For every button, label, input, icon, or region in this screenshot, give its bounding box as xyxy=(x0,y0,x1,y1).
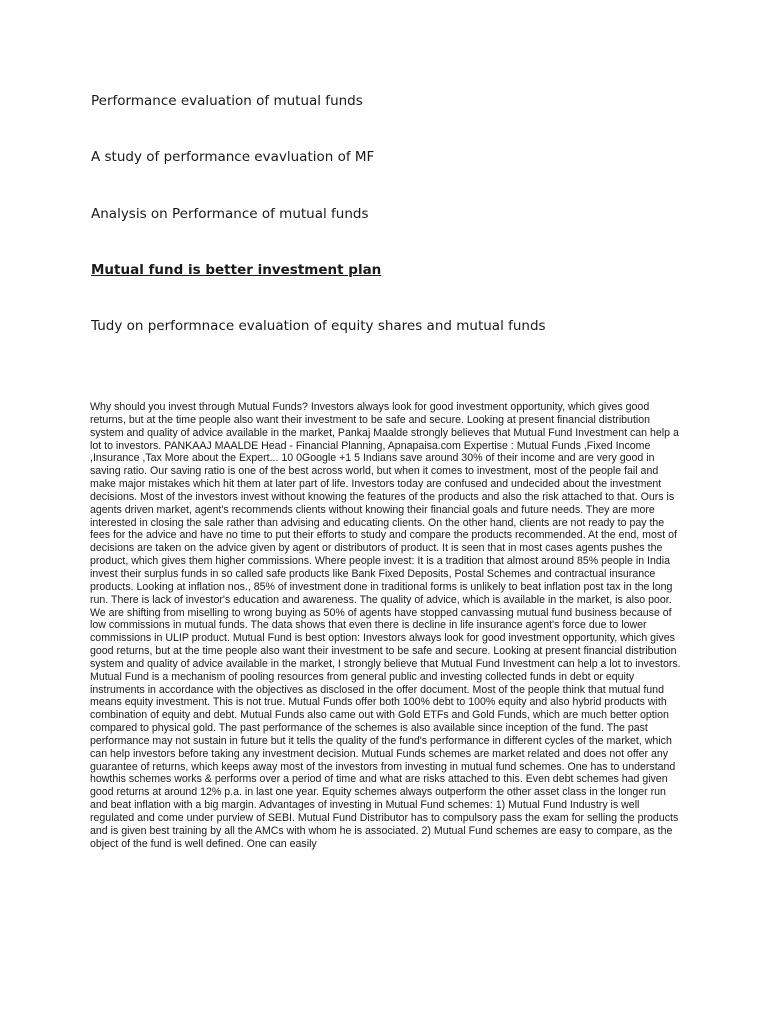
heading-analysis-on-performance: Analysis on Performance of mutual funds xyxy=(91,206,369,222)
heading-study-of-performance: A study of performance evavluation of MF xyxy=(91,149,375,165)
heading-performance-evaluation: Performance evaluation of mutual funds xyxy=(91,93,363,109)
heading-better-investment-plan: Mutual fund is better investment plan xyxy=(91,262,382,278)
heading-equity-shares-study: Tudy on performnace evaluation of equity shares and mutual funds xyxy=(91,318,546,334)
article-body-paragraph: Why should you invest through Mutual Funds? Investors always look for good investment opportunity, which gives good returns, but at the time people also want their investment to be safe and secure. Looking at present financial distribution system and quality of advice available in the market, Pankaj Maalde strongly believes that Mutual Fund Investment can help a lot to investors. PANKAAJ MAALDE Head - Financial Planning, Apnapaisa.com Expertise : Mutual Funds ,Fixed Income ,Insurance ,Tax More about the Expert... 10 0Google +1 5 Indians save around 30% of their income and are very good in saving ratio. Our saving ratio is one of the best across world, but when it comes to investment, most of the people fail and make major mistakes which hit them at later part of life. Investors today are confused and undecided about the investment decisions. Most of the investors invest without knowing the features of the products and also the risk attached to that. Ours is agents driven market, agent's recommends clients without knowing their financial goals and future needs. They are more interested in closing the sale rather than advising and educating clients. On the other hand, clients are not ready to pay the fees for the advice and have no time to put their efforts to study and compare the products recommended. At the end, most of decisions are taken on the advice given by agent or distributors of product. It is seen that in most cases agents pushes the product, which gives them higher commissions. Where people invest: It is a tradition that almost around 85% people in India invest their surplus funds in so called safe products like Bank Fixed Deposits, Postal Schemes and contractual insurance products. Looking at inflation nos., 85% of investment done in traditional forms is unlikely to beat inflation post tax in the long run. There is lack of investor's education and awareness. The quality of advice, which is available in the market, is also poor. We are shifting from miselling to wrong buying as 50% of agents have stopped canvassing mutual fund business because of low commissions in mutual funds. The data shows that even there is decline in life insurance agent's force due to lower commissions in ULIP product. Mutual Fund is best option: Investors always look for good investment opportunity, which gives good returns, but at the time people also want their investment to be safe and secure. Looking at present financial distribution system and quality of advice available in the market, I strongly believe that Mutual Fund Investment can help a lot to investors. Mutual Fund is a mechanism of pooling resources from general public and investing collected funds in debt or equity instruments in accordance with the objectives as disclosed in the offer document. Most of the people think that mutual fund means equity investment. This is not true. Mutual Funds offer both 100% debt to 100% equity and also hybrid products with combination of equity and debt. Mutual Funds also came out with Gold ETFs and Gold Funds, which are much better option compared to physical gold. The past performance of the schemes is also available since inception of the fund. The past performance may not sustain in future but it tells the quality of the fund's performance in different cycles of the market, which can help investors before taking any investment decision. Mutual Funds schemes are market related and does not offer any guarantee of returns, which keeps away most of the investors from investing in mutual fund schemes. One has to understand howthis schemes works & performs over a period of time and what are risks attached to this. Even debt schemes had given good returns at around 12% p.a. in last one year. Equity schemes always outperform the other asset class in the longer run and beat inflation with a big margin. Advantages of investing in Mutual Fund schemes: 1) Mutual Fund Industry is well regulated and come under purview of SEBI. Mutual Fund Distributor has to compulsory pass the exam for selling the products and is given best training by all the AMCs with whom he is associated. 2) Mutual Fund schemes are easy to compare, as the object of the fund is well defined. One can easily xyxy=(90,401,681,850)
